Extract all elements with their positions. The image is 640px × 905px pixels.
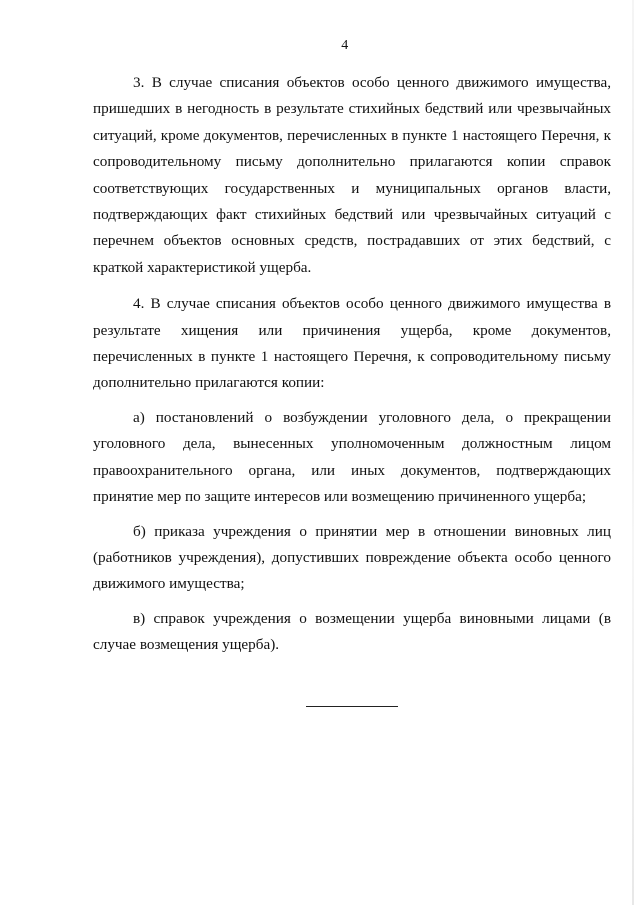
end-separator-line <box>306 706 398 707</box>
page-number: 4 <box>341 38 349 53</box>
scan-edge <box>632 0 634 905</box>
paragraph-4: 4. В случае списания объектов особо ценного движимого имущества в результате хищения или причинения ущерба, кроме документов, перечисленных в пункте 1 настоящего Перечня, к сопроводительному письму дополнительно прилагаются копии: <box>93 295 611 392</box>
subparagraph-b: б) приказа учреждения о принятии мер в отношении виновных лиц (работников учреждения), допустивших повреждение объекта особо ценного движимого имущества; <box>93 522 611 593</box>
subparagraph-a: а) постановлений о возбуждении уголовного дела, о прекращении уголовного дела, вынесенных уполномоченным должностным лицом правоохранительного органа, или иных документов, подтверждающих принятие мер по защите интересов или возмещению причиненного ущерба; <box>93 408 611 506</box>
subparagraph-v: в) справок учреждения о возмещении ущерба виновными лицами (в случае возмещения ущерба). <box>93 609 611 654</box>
paragraph-3: 3. В случае списания объектов особо ценного движимого имущества, пришедших в негодность в результате стихийных бедствий или чрезвычайных ситуаций, кроме документов, перечисленных в пункте 1 настоящего Перечня, к сопроводительному письму дополнительно прилагаются копии справок соответствующих государственных и муниципальных органов власти, подтверждающих факт стихийных бедствий или чрезвычайных ситуаций с перечнем объектов основных средств, пострадавших от этих бедствий, с краткой характеристикой ущерба. <box>93 74 611 276</box>
document-body <box>93 70 611 667</box>
